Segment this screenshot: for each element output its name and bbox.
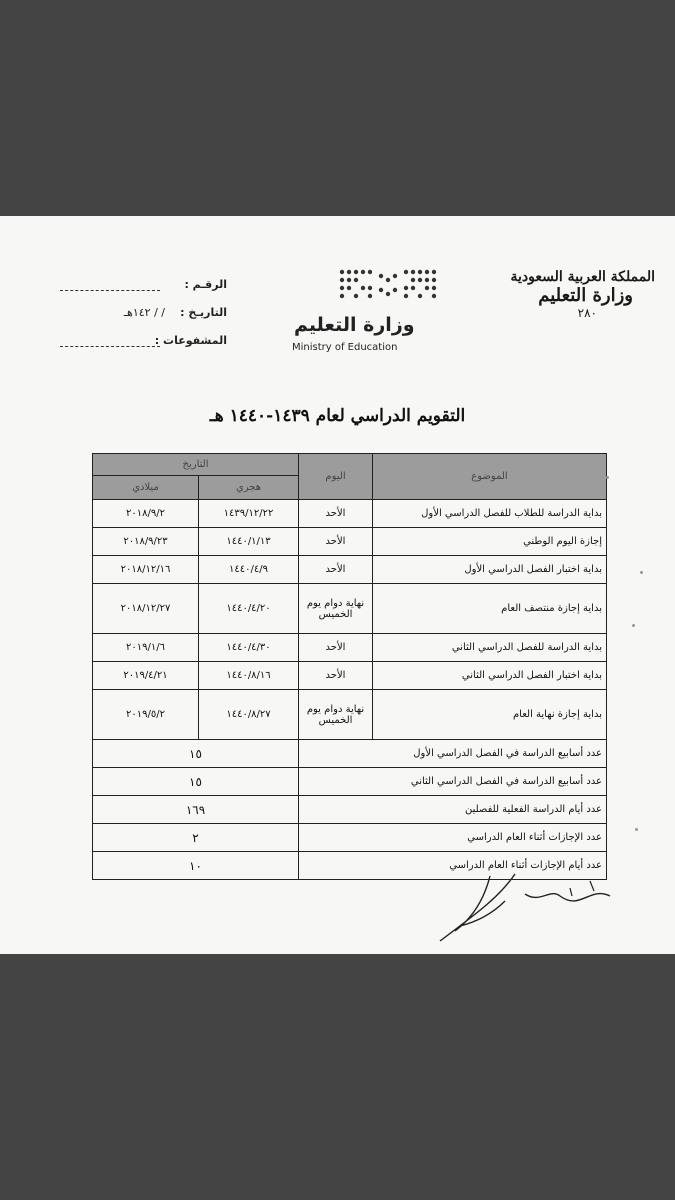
attachments-line [60,346,160,347]
event-cell: إجازة اليوم الوطني [373,528,607,556]
gregorian-cell: ٢٠١٨/١٢/٢٧ [93,584,199,634]
document-title: التقويم الدراسي لعام ١٤٣٩-١٤٤٠ هـ [209,406,466,426]
logo-english-name: Ministry of Education [292,342,398,353]
number-label: الرقـم : [184,278,227,291]
ministry-name: وزارة التعليم [538,285,633,306]
summary-row [93,768,607,796]
hijri-cell: ١٤٤٠/٤/٢٠ [199,584,299,634]
gregorian-cell: ٢٠١٩/٥/٢ [93,690,199,740]
logo-dots-icon [280,266,450,311]
summary-row [93,740,607,768]
summary-label: عدد أسابيع الدراسة في الفصل الدراسي الثاني [299,768,607,796]
handwritten-signature [420,866,620,946]
summary-row [93,796,607,824]
hijri-cell: ١٤٤٠/٤/٣٠ [199,634,299,662]
header-date: التاريخ [93,454,299,476]
table-row [93,634,607,662]
gregorian-cell: ٢٠١٨/٩/٢٣ [93,528,199,556]
hijri-cell: ١٤٤٠/٨/١٦ [199,662,299,690]
table-row [93,500,607,528]
event-cell: بداية إجازة منتصف العام [373,584,607,634]
scan-speck [640,571,643,574]
table-row [93,556,607,584]
gregorian-cell: ٢٠١٩/١/٦ [93,634,199,662]
table-header-row [93,454,607,476]
letter-meta [60,278,235,362]
scan-speck [635,828,638,831]
day-cell: الأحد [299,634,373,662]
scanned-document [0,216,675,954]
summary-label: عدد أيام الدراسة الفعلية للفصلين [299,796,607,824]
summary-label: عدد أيام الإجازات أثناء العام الدراسي [299,852,607,880]
attachments-label: المشفوعات : [154,334,227,347]
hijri-cell: ١٤٤٠/١/١٣ [199,528,299,556]
calendar-table [92,453,607,880]
header-day: اليوم [299,454,373,500]
event-cell: بداية اختبار الفصل الدراسي الأول [373,556,607,584]
gregorian-cell: ٢٠١٩/٤/٢١ [93,662,199,690]
meta-attachments-row [60,334,235,362]
hijri-cell: ١٤٣٩/١٢/٢٢ [199,500,299,528]
scan-speck [632,624,635,627]
hijri-cell: ١٤٤٠/٤/٩ [199,556,299,584]
number-line [60,290,160,291]
summary-label: عدد الإجازات أثناء العام الدراسي [299,824,607,852]
day-cell: الأحد [299,556,373,584]
summary-value: ١٥ [93,768,299,796]
header-hijri: هجري [199,476,299,500]
day-cell: الأحد [299,662,373,690]
event-cell: بداية اختبار الفصل الدراسي الثاني [373,662,607,690]
header-gregorian: ميلادي [93,476,199,500]
logo-arabic-name: وزارة التعليم [294,314,415,336]
summary-label: عدد أسابيع الدراسة في الفصل الدراسي الأول [299,740,607,768]
meta-number-row [60,278,235,306]
event-cell: بداية الدراسة للفصل الدراسي الثاني [373,634,607,662]
letterhead-right [455,268,655,320]
ministry-code: ٢٨٠ [577,306,597,320]
day-cell: نهاية دوام يوم الخميس [299,584,373,634]
hijri-cell: ١٤٤٠/٨/٢٧ [199,690,299,740]
kingdom-name: المملكة العربية السعودية [510,269,655,285]
gregorian-cell: ٢٠١٨/٩/٢ [93,500,199,528]
date-value: / / ١٤٢هـ [123,306,165,319]
summary-value: ١٠ [93,852,299,880]
summary-row [93,824,607,852]
summary-value: ٢ [93,824,299,852]
scan-speck [606,476,609,479]
summary-value: ١٥ [93,740,299,768]
table-row [93,528,607,556]
table-row [93,662,607,690]
table-row [93,690,607,740]
meta-date-row [60,306,235,334]
event-cell: بداية الدراسة للطلاب للفصل الدراسي الأول [373,500,607,528]
event-cell: بداية إجازة نهاية العام [373,690,607,740]
day-cell: الأحد [299,500,373,528]
day-cell: نهاية دوام يوم الخميس [299,690,373,740]
gregorian-cell: ٢٠١٨/١٢/١٦ [93,556,199,584]
ministry-logo [280,266,450,366]
summary-value: ١٦٩ [93,796,299,824]
header-event: الموضوع [373,454,607,500]
table-row [93,584,607,634]
date-label: التاريـخ : [180,306,227,319]
day-cell: الأحد [299,528,373,556]
